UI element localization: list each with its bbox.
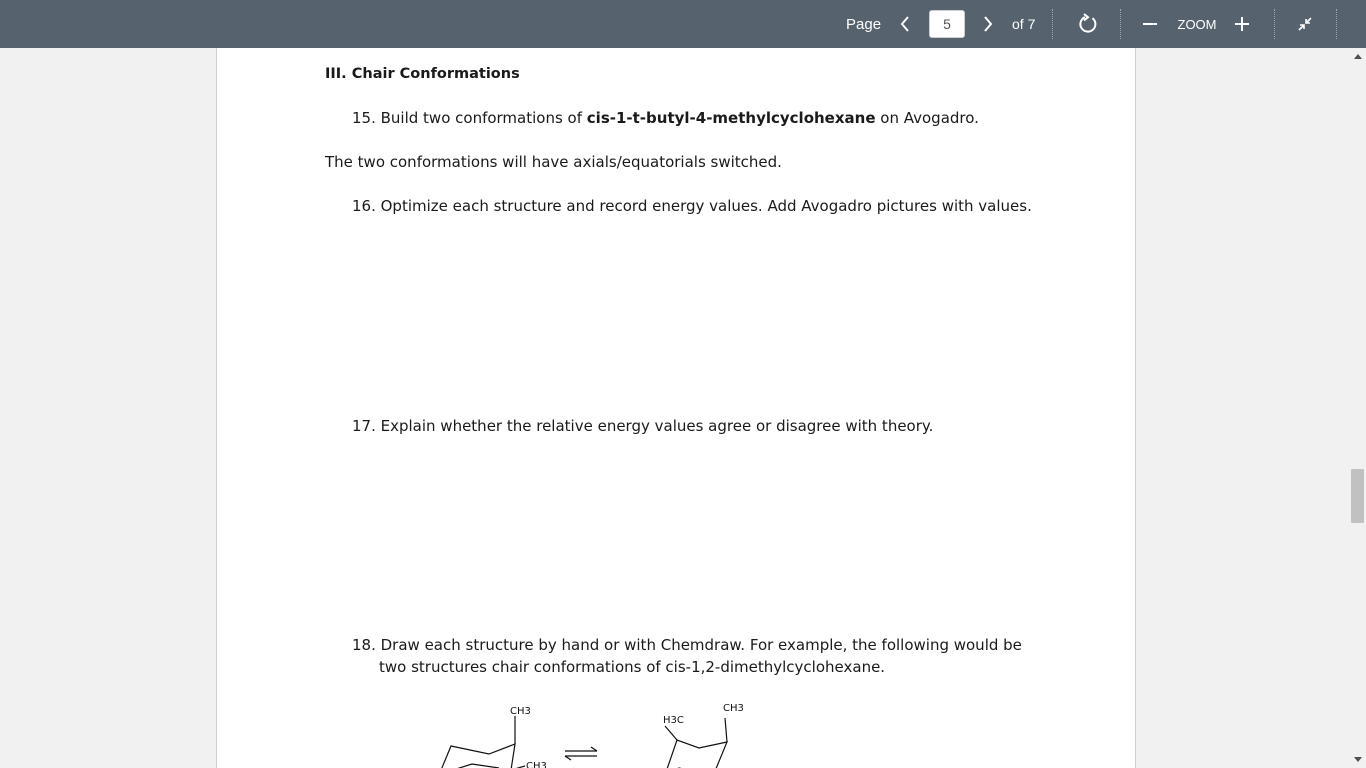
toolbar-divider [1052,9,1053,39]
equilibrium-arrows [565,747,597,760]
scroll-down-button[interactable] [1349,751,1366,768]
chevron-left-icon [899,15,911,33]
toolbar-divider [1120,9,1121,39]
page-number-input[interactable] [929,10,965,38]
collapse-arrows-icon [1296,15,1314,33]
zoom-label: ZOOM [1177,16,1217,32]
triangle-up-icon [1354,54,1362,59]
fit-to-page-button[interactable] [1292,0,1318,48]
zoom-out-button[interactable] [1139,0,1161,48]
pdf-page [216,48,1136,768]
compound-name: cis-1-t-butyl-4-methylcyclohexane [586,109,876,127]
chair-conformation-figure [427,698,787,768]
total-pages-label: of 7 [1012,16,1036,32]
question-18-line-2: two structures chair conformations of cis-1,2-dimethylcyclohexane. [379,658,886,676]
triangle-down-icon [1354,757,1362,762]
plus-icon [1234,16,1250,32]
pdf-toolbar [0,0,1366,48]
question-15-text: 15. Build two conformations of [352,109,587,127]
toolbar-divider [1274,9,1275,39]
scroll-up-button[interactable] [1349,48,1366,65]
question-15 [352,109,979,127]
question-15-suffix: on Avogadro. [875,109,979,127]
question-16: 16. Optimize each structure and record energy values. Add Avogadro pictures with values. [352,197,1032,215]
section-heading: III. Chair Conformations [325,66,520,82]
chevron-right-icon [982,15,994,33]
right-axial-methyl-label: CH3 [723,703,744,714]
rotate-button[interactable] [1074,0,1102,48]
scrollbar-thumb[interactable] [1351,469,1364,523]
left-axial-methyl-label: CH3 [510,706,531,717]
right-equatorial-methyl-label: H3C [663,715,684,726]
left-equatorial-methyl-label: CH3 [526,761,547,768]
next-page-button[interactable] [978,0,998,48]
rotate-icon [1077,13,1099,35]
minus-icon [1142,16,1158,32]
page-label: Page [846,15,882,33]
zoom-in-button[interactable] [1231,0,1253,48]
left-chair-structure [439,716,525,768]
document-viewer [0,48,1349,768]
question-18-line-1: 18. Draw each structure by hand or with Chemdraw. For example, the following would be [352,636,1022,654]
vertical-scrollbar[interactable] [1349,48,1366,768]
toolbar-divider [1336,9,1337,39]
conformation-note: The two conformations will have axials/equatorials switched. [325,153,782,171]
question-17: 17. Explain whether the relative energy values agree or disagree with theory. [352,417,934,435]
previous-page-button[interactable] [895,0,915,48]
